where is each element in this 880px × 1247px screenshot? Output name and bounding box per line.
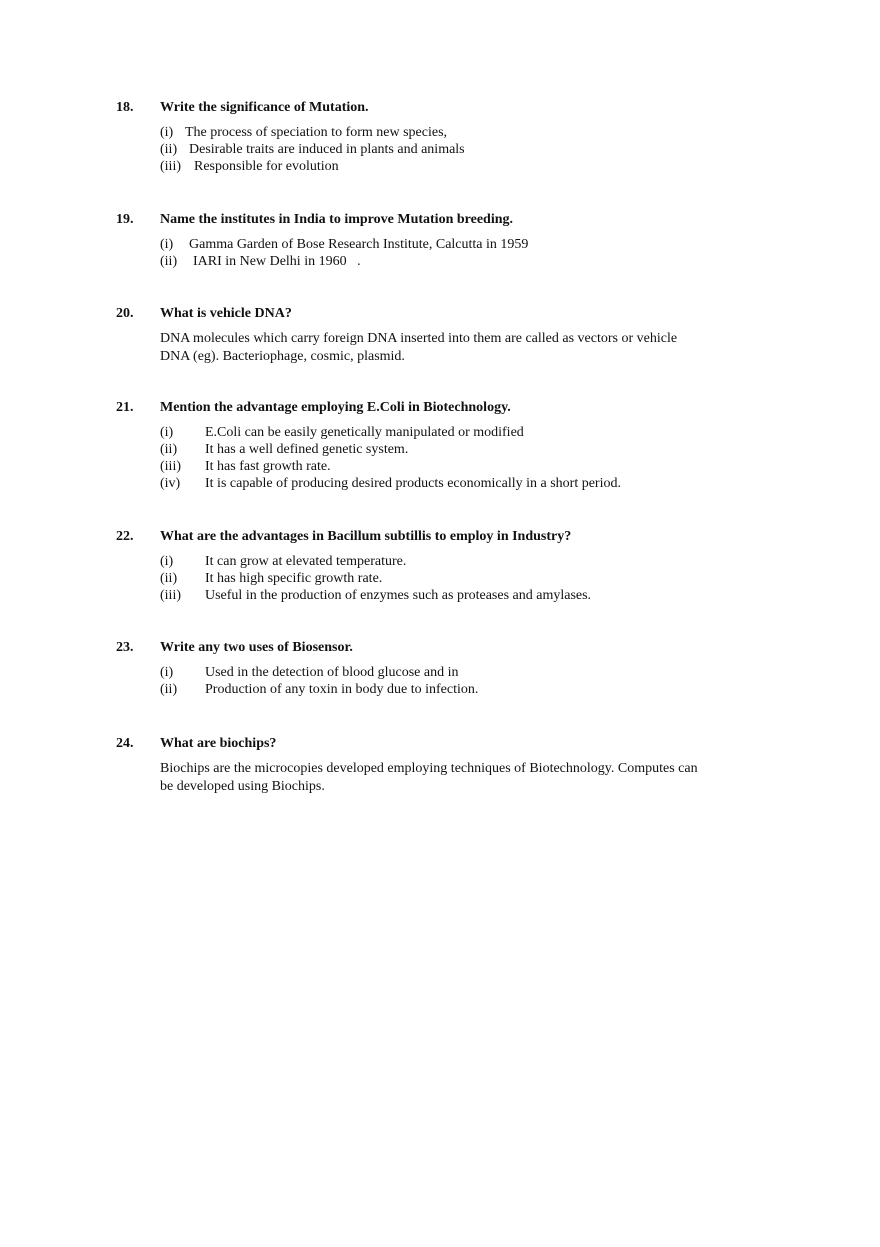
question-number: 20. [116,306,134,321]
paragraph-line: Biochips are the microcopies developed employing techniques of Biotechnology. Computes can [160,761,698,776]
item-text: It has fast growth rate. [205,459,331,474]
item-text: Gamma Garden of Bose Research Institute, Calcutta in 1959 [189,237,529,252]
item-marker: (i) [160,425,174,440]
question-heading [116,527,796,547]
item-text: It has high specific growth rate. [205,571,383,586]
item-marker: (i) [160,125,174,140]
list-item [160,441,796,458]
question-21 [116,398,796,492]
item-marker: (ii) [160,682,178,697]
question-23 [116,638,796,698]
list-item [160,458,796,475]
item-marker: (ii) [160,571,178,586]
question-heading [116,98,796,118]
question-text: What are the advantages in Bacillum subtillis to employ in Industry? [160,529,572,544]
item-text: It can grow at elevated temperature. [205,554,407,569]
item-marker: (iii) [160,459,181,474]
item-text: Production of any toxin in body due to infection. [205,682,479,697]
list-item [160,124,796,141]
list-item [160,475,796,492]
list-item [160,141,796,158]
question-19 [116,210,796,270]
item-text: Used in the detection of blood glucose and in [205,665,459,680]
item-marker: (i) [160,237,174,252]
question-text: What is vehicle DNA? [160,306,292,321]
item-text: It has a well defined genetic system. [205,442,409,457]
question-22 [116,527,796,604]
answer-paragraph [160,330,796,365]
item-text: E.Coli can be easily genetically manipulated or modified [205,425,524,440]
question-heading [116,210,796,230]
list-item [160,253,796,270]
question-number: 18. [116,100,134,115]
item-marker: (i) [160,665,174,680]
question-24 [116,734,796,795]
item-text: Desirable traits are induced in plants and animals [189,142,465,157]
answer-list [160,424,796,492]
question-text: Write the significance of Mutation. [160,100,369,115]
question-heading [116,638,796,658]
question-number: 24. [116,736,134,751]
item-marker: (i) [160,554,174,569]
question-number: 19. [116,212,134,227]
question-text: Name the institutes in India to improve Mutation breeding. [160,212,513,227]
question-number: 21. [116,400,134,415]
list-item [160,587,796,604]
item-marker: (iv) [160,476,181,491]
answer-paragraph [160,760,796,795]
paragraph-line: be developed using Biochips. [160,778,325,794]
paragraph-line: DNA (eg). Bacteriophage, cosmic, plasmid. [160,348,405,364]
item-marker: (ii) [160,142,178,157]
item-text: It is capable of producing desired products economically in a short period. [205,476,621,491]
item-text: IARI in New Delhi in 1960 . [193,254,361,269]
question-text: What are biochips? [160,736,277,751]
item-marker: (ii) [160,442,178,457]
item-marker: (iii) [160,588,181,603]
item-marker: (iii) [160,159,181,174]
question-text: Write any two uses of Biosensor. [160,640,353,655]
question-20 [116,304,796,365]
item-text: Responsible for evolution [194,159,339,174]
answer-list [160,124,796,175]
question-heading [116,734,796,754]
paragraph-line: DNA molecules which carry foreign DNA inserted into them are called as vectors or vehicle [160,331,678,346]
question-heading [116,398,796,418]
list-item [160,553,796,570]
list-item [160,236,796,253]
question-number: 23. [116,640,134,655]
list-item [160,570,796,587]
list-item [160,424,796,441]
answer-list [160,664,796,698]
question-number: 22. [116,529,134,544]
answer-list [160,553,796,604]
list-item [160,681,796,698]
question-heading [116,304,796,324]
item-text: The process of speciation to form new species, [185,125,448,140]
answer-list [160,236,796,270]
item-text: Useful in the production of enzymes such as proteases and amylases. [205,588,592,603]
question-18 [116,98,796,175]
question-text: Mention the advantage employing E.Coli in Biotechnology. [160,400,511,415]
item-marker: (ii) [160,254,178,269]
list-item [160,158,796,175]
list-item [160,664,796,681]
